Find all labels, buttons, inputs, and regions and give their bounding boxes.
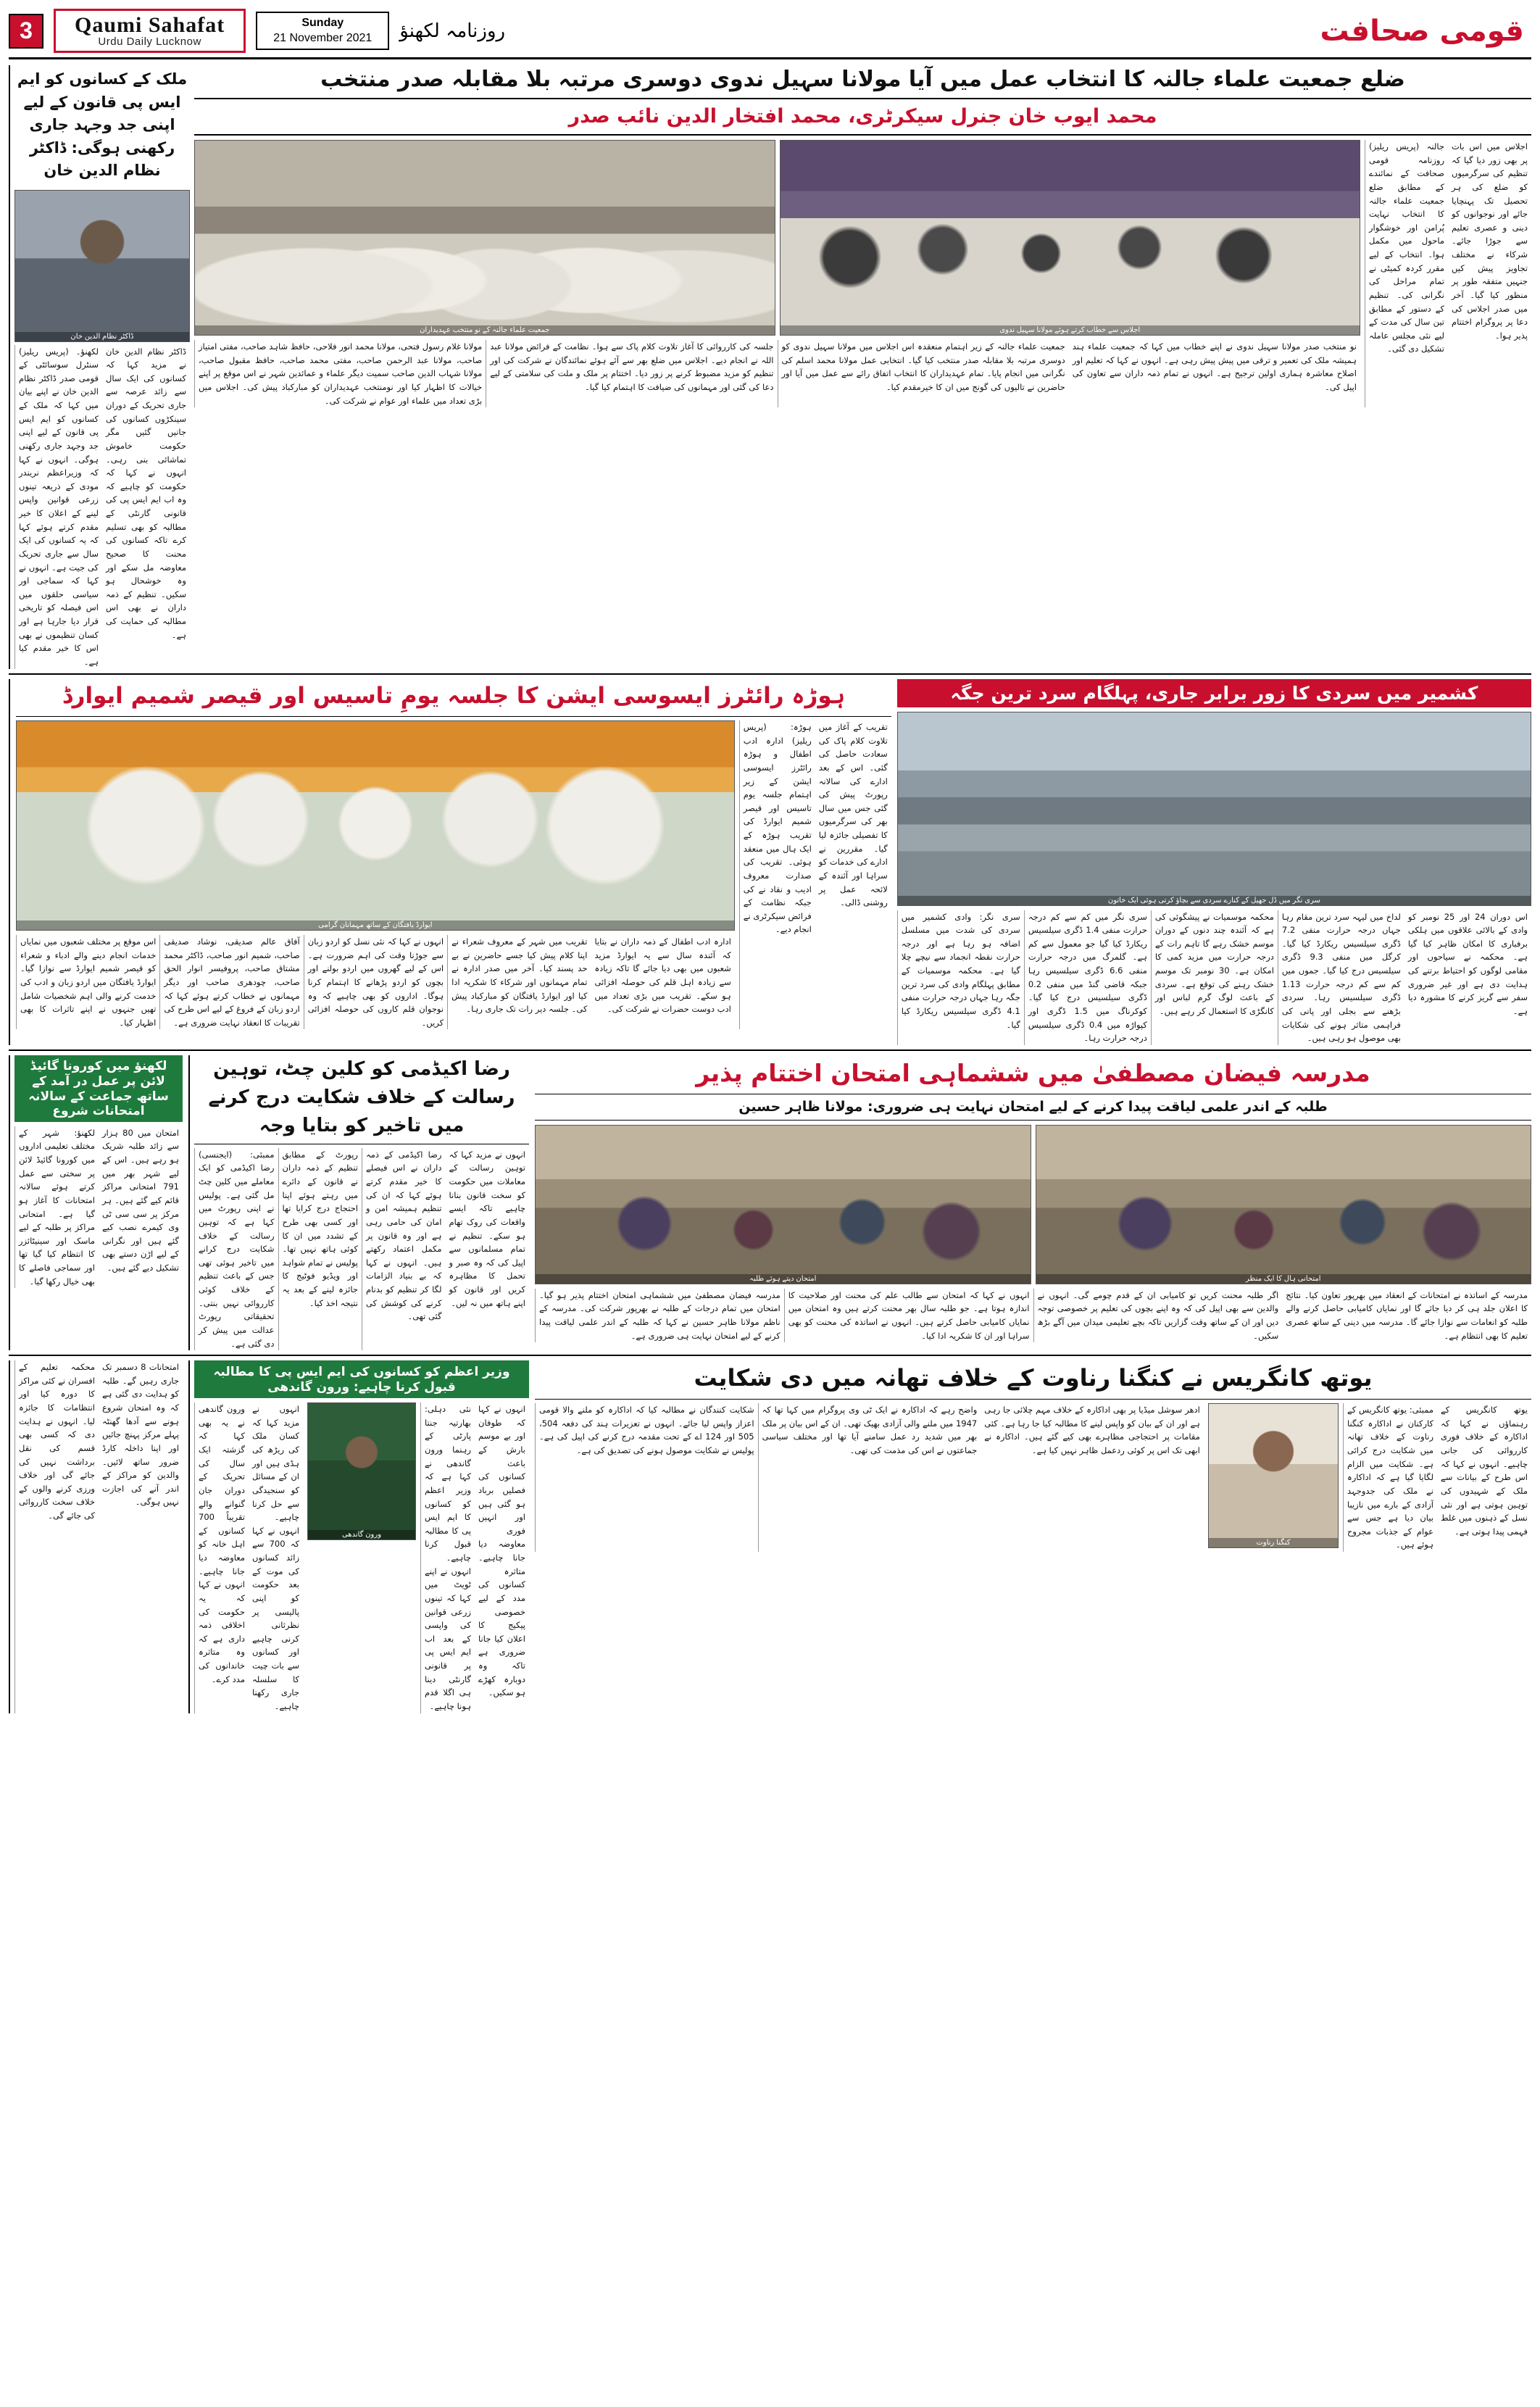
awards-col-3: اس موقع پر مختلف شعبوں میں نمایاں خدمات انجام دینے والے ادباء و شعراء کو قیصر شمیم ایوارڈ سے نوازا گیا۔ ایوارڈ یافتگان میں اردو زبان و ادب کی خدمت کرنے والی اہم شخصیات شامل تھیں جنہوں نے اپنے تاثرات کا بھی اظہار کیا۔ [16,935,159,1029]
madrasa-story [535,1055,1531,1350]
varun-photo [307,1402,416,1540]
exam-col-4: امتحانات 8 دسمبر تک جاری رہیں گے۔ طلبہ کو ہدایت دی گئی ہے کہ وہ امتحان شروع ہونے سے آدھا گھنٹہ پہلے مرکز پہنچ جائیں اور اپنا داخلہ کارڈ ضرور ساتھ لائیں۔ والدین کو مراکز کے اندر آنے کی اجازت نہیں ہوگی۔ [102,1362,179,1508]
lead-photo-block [194,140,1360,407]
logo-title: Qaumi Sahafat [75,12,225,37]
youth-headline: یوتھ کانگریس نے کنگنا رناوت کے خلاف تھانہ میں دی شکایت [694,1364,1373,1392]
lower-section [9,1055,1531,1350]
varun-right-cols [420,1402,529,1713]
lead-left-col-1: لکھنؤ۔ (پریس ریلیز) سنٹرل سوسائٹی کے قومی صدر ڈاکٹر نظام الدین خان نے اپنے بیان میں کہا کہ ملک کے کسانوں کو ایم ایس پی قانون کے لیے اپنی جد وجہد جاری رکھنی ہوگی۔ انہوں نے کہا کہ وزیراعظم نریندر مودی کے ذریعہ تینوں زرعی قوانین واپس لینے کے اعلان کا خیر مقدم کرتے ہوئے کہا کہ یہ کسانوں کی ایک سال سے جاری تحریک کی جیت ہے۔ انہوں نے کہا کہ سماجی اور سیاسی حلقوں میں اس فیصلہ کو تاریخی قرار دیا جارہا ہے اور کسان تنظیموں نے بھی اس کا خیر مقدم کیا ہے۔ [14,345,102,669]
newspaper-logo [54,9,246,53]
masthead-urdu-title: قومی صحافت [1320,14,1524,48]
masthead [9,7,1531,59]
exam-continued [9,1360,183,1713]
kashmir-col-4: لداخ میں لیہہ سرد ترین مقام رہا جہاں درجہ حرارت منفی 7.2 ڈگری سیلسیس ریکارڈ کیا گیا۔ کرگل میں منفی 9.3 ڈگری سیلسیس درج کیا گیا۔ جموں میں کم سے کم درجہ حرارت 1.13 ڈگری سیلسیس رہا۔ سردی بڑھنے سے بجلی اور پانی کی فراہمی متاثر ہونے کی شکایات بھی موصول ہو رہی ہیں۔ [1278,910,1404,1045]
raza-story [188,1055,529,1350]
masthead-urdu-subtitle: روزنامہ لکھنؤ [399,20,506,42]
kashmir-story [897,679,1531,1045]
varun-story [188,1360,529,1713]
varun-col-1: نئی دہلی: بھارتیہ جنتا پارٹی کے رہنما ورون گاندھی نے کہا ہے کہ وزیر اعظم کو کسانوں کا ایم ایس پی کا مطالبہ قبول کرنا چاہیے۔ انہوں نے اپنے ٹویٹ میں کہا کہ تینوں زرعی قوانین کی واپسی کے بعد اب ایم ایس پی پر قانونی گارنٹی دینا ہی اگلا قدم ہونا چاہیے۔ [420,1402,475,1713]
lead-photo-2 [780,140,1361,336]
lead-photo-1 [194,140,775,336]
photo-caption: اجلاس سے خطاب کرتے ہوئے مولانا سہیل ندوی [781,325,1360,335]
exam-col-1: لکھنؤ: شہر کے مختلف تعلیمی اداروں میں کورونا گائیڈ لائن پر سختی سے عمل کرتے ہوئے سالانہ امتحانات کا آغاز ہو گیا ہے۔ امتحانی مراکز پر طلبہ کے لیے ماسک اور سینیٹائزر کا انتظام کیا گیا تھا اور سماجی فاصلے کا بھی خیال رکھا گیا۔ [14,1126,99,1289]
exam-story [9,1055,183,1350]
madrasa-col-1: مدرسہ فیضان مصطفیٰ میں ششماہی امتحان اختتام پذیر ہو گیا۔ امتحان میں تمام درجات کے طلبہ نے بھرپور شرکت کی۔ مدرسہ کے ناظم مولانا ظاہر حسین نے کہا کہ طلبہ کے اندر علمی لیاقت پیدا کرنے کے لیے امتحان نہایت ہی ضروری ہے۔ [535,1289,784,1343]
bottom-section [9,1360,1531,1713]
photo-caption: ایوارڈ یافتگان کے ساتھ مہمانان گرامی [17,920,734,930]
masthead-left [9,9,505,53]
awards-left-cols [739,720,891,1029]
photo-caption: امتحانی ہال کا ایک منظر [1036,1274,1531,1284]
kashmir-col-3: محکمہ موسمیات نے پیشگوئی کی ہے کہ آئندہ چند دنوں کے دوران موسم خشک رہے گا تاہم رات کے درجہ حرارت میں مزید کمی کا امکان ہے۔ 30 نومبر تک موسم خشک رہنے کی توقع ہے۔ سردی کے باعث لوگ گرم لباس اور کانگڑی کا استعمال کر رہے ہیں۔ [1151,910,1278,1045]
youth-col-5: ادھر سوشل میڈیا پر بھی اداکارہ کے خلاف مہم چلائی جا رہی ہے اور ان کے بیان کو واپس لینے کا مطالبہ کیا جا رہا ہے۔ کئی مقامات پر احتجاجی مظاہرے بھی کیے گئے ہیں۔ اداکارہ نے ابھی تک اس پر کوئی ردعمل ظاہر نہیں کیا ہے۔ [984,1405,1200,1455]
awards-col-2: تقریب کے آغاز میں تلاوت کلام پاک کی سعادت حاصل کی گئی۔ اس کے بعد ادارے کی سالانہ رپورٹ پیش کی گئی جس میں سال بھر کی سرگرمیوں کا تفصیلی جائزہ لیا گیا۔ مقررین نے ادارے کی خدمات کو سراہا اور آئندہ کے لائحہ عمل پر روشنی ڈالی۔ [818,722,888,908]
awards-col-4: آفاق عالم صدیقی، نوشاد صدیقی صاحب، شمیم انور صاحب، ڈاکٹر محمد مشتاق صاحب، پروفیسر انوار الحق صاحب، چودھری صاحب اور دیگر مہمانوں نے خطاب کرتے ہوئے کہا کہ اردو زبان کے فروغ کے لیے اس طرح کی تقریبات کا انعقاد نہایت ضروری ہے۔ [159,935,303,1029]
youth-right-cols [535,1403,1204,1552]
raza-col-3: رضا اکیڈمی کے ذمہ داران نے اس فیصلے کا خیر مقدم کرتے ہوئے کہا کہ ان کی تنظیم ہمیشہ امن و امان کی حامی رہی ہے اور وہ قانون پر مکمل اعتماد رکھتے ہیں۔ انہوں نے کہا کہ بے بنیاد الزامات لگا کر تنظیم کو بدنام کرنے کی کوشش کی گئی تھی۔ [362,1148,446,1350]
photo-caption: ڈاکٹر نظام الدین خان [15,332,189,341]
photo-caption: امتحان دیتے ہوئے طلبہ [536,1274,1031,1284]
youth-left-cols [1343,1403,1531,1552]
awards-col-1: ہوڑہ: (پریس ریلیز) ادارہ ادب اطفال و ہوڑہ رائٹرز ایسوسی ایشن کے زیر اہتمام جلسہ یوم تاسیس اور قیصر شمیم ایوارڈ کی تقریب ہوڑہ کے ایک ہال میں منعقد ہوئی۔ تقریب کی صدارت معروف ادیب و نقاد نے کی جبکہ نظامت کے فرائض سیکرٹری نے انجام دیے۔ [739,720,815,1029]
raza-col-2: رپورٹ کے مطابق تنظیم کے ذمہ داران نے قانون کے دائرے میں رہتے ہوئے اپنا احتجاج درج کرایا تھا اور کسی بھی طرح کے تشدد میں ان کا کوئی ہاتھ نہیں تھا۔ پولیس نے تمام شواہد اور ویڈیو فوٹیج کا جائزہ لینے کے بعد یہ نتیجہ اخذ کیا۔ [278,1148,362,1350]
madrasa-headline: مدرسہ فیضان مصطفیٰ میں ششماہی امتحان اختتام پذیر [696,1058,1370,1087]
varun-left-cols [194,1402,303,1713]
exam-col-3: محکمہ تعلیم کے افسران نے کئی مراکز کا دورہ کیا اور انتظامات کا جائزہ لیا۔ انہوں نے ہدایت دی کہ کسی بھی قسم کی نقل برداشت نہیں کی جائے گی اور خلاف ورزی کرنے والوں کے خلاف سخت کارروائی کی جائے گی۔ [14,1360,99,1713]
kashmir-col-1: سری نگر: وادی کشمیر میں سردی کی شدت میں مسلسل اضافہ ہو رہا ہے اور درجہ حرارت نقطہ انجماد سے نیچے چلا گیا ہے۔ محکمہ موسمیات کے مطابق پہلگام وادی کی سرد ترین جگہ رہا جہاں درجہ حرارت منفی 4.1 ڈگری سیلسیس ریکارڈ کیا گیا۔ [897,910,1024,1045]
awards-col-6: تقریب میں شہر کے معروف شعراء نے اپنا کلام پیش کیا جسے حاضرین نے بے حد پسند کیا۔ آخر میں صدر ادارہ نے تمام مہمانوں اور شرکاء کا شکریہ ادا کیا اور ایوارڈ یافتگان کو مبارکباد پیش کی۔ جلسہ دیر رات تک جاری رہا۔ [447,935,591,1029]
lead-col-6: جمعیت علماء جالنہ کے زیر اہتمام منعقدہ اس اجلاس میں مولانا سہیل ندوی کو دوسری مرتبہ بلا مقابلہ صدر منتخب کیا گیا۔ انتخابی عمل مولانا محمد اسلم کی نگرانی میں انجام پایا۔ تمام عہدیداران کا انتخاب اتفاق رائے سے عمل میں آیا اور حاضرین نے تالیوں کی گونج میں ان کا خیرمقدم کیا۔ [778,340,1069,407]
divider-1 [9,673,1531,675]
lead-col-5: جلسہ کی کارروائی کا آغاز تلاوت کلام پاک سے ہوا۔ نظامت کے فرائض مولانا عبد اللہ نے انجام دیے۔ اجلاس میں ضلع بھر سے آئے ہوئے نمائندگان نے شرکت کی اور تنظیم کو مزید مضبوط کرنے پر زور دیا۔ اختتام پر ملک و ملت کی سلامتی کے لیے دعا کی گئی اور مہمانوں کی ضیافت کا اہتمام کیا گیا۔ [486,340,777,407]
kashmir-photo [897,712,1531,906]
youth-col-1: ممبئی: یوتھ کانگریس کے کارکنان نے اداکارہ کنگنا رناوت کے خلاف تھانہ میں شکایت درج کرائی ہے۔ شکایت میں الزام لگایا گیا ہے کہ اداکارہ نے ملک کی جدوجہد آزادی کے بارے میں نازیبا بیان دیا ہے جس سے عوام کے جذبات مجروح ہوئے ہیں۔ [1343,1403,1437,1552]
photo-caption: جمعیت علماء جالنہ کے نو منتخب عہدیداران [195,325,775,335]
raza-col-4: انہوں نے مزید کہا کہ توہین رسالت کے معاملات میں حکومت کو سخت قانون بنانا چاہیے تاکہ ایسے واقعات کی روک تھام ہو سکے۔ تنظیم نے تمام مسلمانوں سے اپیل کی کہ وہ صبر و تحمل کا مظاہرہ کریں اور قانون کو اپنے ہاتھ میں نہ لیں۔ [449,1149,525,1308]
youth-col-3: شکایت کنندگان نے مطالبہ کیا کہ اداکارہ کو ملنے والا قومی اعزاز واپس لیا جائے۔ انہوں نے تعزیرات ہند کی دفعہ 504، 505 اور 124 اے کے تحت مقدمہ درج کرنے کی اپیل کی ہے۔ پولیس نے شکایت موصول ہونے کی تصدیق کی ہے۔ [535,1403,758,1552]
logo-subtitle: Urdu Daily Lucknow [98,36,201,49]
madrasa-col-3: اگر طلبہ محنت کریں تو کامیابی ان کے قدم چومے گی۔ انہوں نے والدین سے بھی اپیل کی کہ وہ اپنے بچوں کی تعلیم پر خصوصی توجہ دیں اور ان کے ساتھ وقت گزاریں تاکہ بچے تعلیمی میدان میں آگے بڑھ سکیں۔ [1033,1289,1283,1343]
awards-headline: ہوڑہ رائٹرز ایسوسی ایشن کا جلسہ یومِ تاسیس اور قیصر شمیم ایوارڈ [62,682,845,709]
divider-2 [9,1049,1531,1051]
lead-subhead: محمد ایوب خان جنرل سیکرٹری، محمد افتخار الدین نائب صدر [194,98,1531,136]
lead-col-7: نو منتخب صدر مولانا سہیل ندوی نے اپنے خطاب میں کہا کہ جمعیت علماء ہند ہمیشہ ملک کی تعمیر و ترقی میں پیش پیش رہی ہے۔ انہوں نے کہا کہ تعلیم اور اصلاح معاشرہ ہماری اولین ترجیح ہے۔ انہوں نے تمام ذمہ داران سے تعاون کی اپیل کی۔ [1072,341,1357,392]
lead-right-cols [1365,140,1531,407]
youth-col-2: یوتھ کانگریس کے رہنماؤں نے کہا کہ اداکارہ کے خلاف فوری کارروائی کی جانی چاہیے۔ انہوں نے کہا کہ اس طرح کے بیانات سے ملک کے شہیدوں کی توہین ہوتی ہے اور نئی نسل کے ذہنوں میں غلط فہمی پیدا ہوتی ہے۔ [1441,1405,1528,1537]
lead-section [9,65,1531,669]
lead-left-headline: ملک کے کسانوں کو ایم ایس پی قانون کے لیے اپنی جد وجہد جاری رکھنی ہوگی: ڈاکٹر نظام الدین خان [17,70,188,179]
issue-weekday: Sunday [301,16,344,29]
lead-col-10: اجلاس میں اس بات پر بھی زور دیا گیا کہ تنظیم کی سرگرمیوں کو ضلع کی ہر تحصیل تک پہنچایا جائے اور نوجوانوں کو دینی و عصری تعلیم سے جوڑا جائے۔ شرکاء نے مختلف تجاویز پیش کیں جنہیں متفقہ طور پر منظور کیا گیا۔ آخر میں صدر اجلاس کی دعا پر پروگرام اختتام پذیر ہوا۔ [1452,141,1528,341]
madrasa-photo-2 [1036,1125,1532,1284]
varun-col-2: انہوں نے کہا کہ طوفان اور بے موسم بارش کے باعث کسانوں کی فصلیں برباد ہو گئی ہیں اور انہیں فوری معاوضہ دیا جانا چاہیے۔ متاثرہ کسانوں کی مدد کے لیے خصوصی پیکیج کا اعلان کیا جانا ضروری ہے تاکہ وہ دوبارہ کھڑے ہو سکیں۔ [478,1404,525,1698]
awards-photo [16,720,735,931]
awards-text-and-photo [16,720,735,1029]
exam-col-2: امتحان میں 80 ہزار سے زائد طلبہ شریک ہو رہے ہیں۔ اس کے لیے شہر بھر میں 791 امتحانی مراکز قائم کیے گئے ہیں۔ ہر مرکز پر سی سی ٹی وی کیمرے نصب کیے گئے ہیں اور نگرانی کے لیے اڑن دستے بھی تشکیل دیے گئے ہیں۔ [102,1127,179,1273]
varun-col-4: انہوں نے مزید کہا کہ کسان ملک کی ریڑھ کی ہڈی ہیں اور ان کے مسائل کو سنجیدگی سے حل کرنا چاہیے۔ انہوں نے کہا کہ 700 سے زائد کسانوں کی موت کے بعد حکومت کو اپنی پالیسی پر نظرثانی کرنی چاہیے اور کسانوں سے بات چیت کا سلسلہ جاری رکھنا چاہیے۔ [252,1404,300,1711]
lead-col-9: جالنہ (پریس ریلیز) روزنامہ قومی صحافت کے نمائندے کے مطابق ضلع جمعیت علماء جالنہ کا انتخاب نہایت پُرامن اور خوشگوار ماحول میں مکمل ہوا۔ انتخاب کے لیے مقرر کردہ کمیٹی نے تمام مراحل کی نگرانی کی۔ تنظیم کے دستور کے مطابق تین سال کی مدت کے لیے نئی مجلس عاملہ تشکیل دی گئی۔ [1365,140,1448,407]
lead-main [194,65,1531,669]
awards-col-7: ادارہ ادب اطفال کے ذمہ داران نے بتایا کہ آئندہ سال سے یہ ایوارڈ مزید شعبوں میں بھی دیا جائے گا تاکہ زیادہ سے زیادہ اہل قلم کی حوصلہ افزائی ہو سکے۔ تقریب میں بڑی تعداد میں ادب دوست حضرات نے شرکت کی۔ [594,936,731,1015]
varun-headline: وزیر اعظم کو کسانوں کی ایم ایس پی کا مطالبہ قبول کرنا چاہیے: ورون گاندھی [194,1360,529,1398]
photo-caption: سری نگر میں ڈل جھیل کے کنارے سردی سے بچاؤ کرتی ہوئی ایک خاتون [898,896,1531,905]
awards-col-5: انہوں نے کہا کہ نئی نسل کو اردو زبان سے جوڑنا وقت کی اہم ضرورت ہے۔ اس کے لیے گھروں میں اردو بولنے اور بچوں کو اردو پڑھانے کا اہتمام کرنا ہوگا۔ اداروں کو بھی چاہیے کہ وہ نوجوان قلم کاروں کی حوصلہ افزائی کریں۔ [304,935,447,1029]
varun-col-3: ورون گاندھی نے یہ بھی کہا کہ گزشتہ ایک سال کی تحریک کے دوران جان گنوانے والے تقریباً 700 کسانوں کے اہل خانہ کو معاوضہ دیا جانا چاہیے۔ انہوں نے کہا کہ یہ حکومت کی اخلاقی ذمہ داری ہے کہ وہ متاثرہ خاندانوں کی مدد کرے۔ [194,1402,249,1713]
page-number: 3 [9,14,43,49]
kashmir-col-5: اس دوران 24 اور 25 نومبر کو وادی کے بالائی علاقوں میں ہلکی برفباری کا امکان ظاہر کیا گیا ہے۔ محکمہ نے سیاحوں اور مقامی لوگوں کو احتیاط برتنے کی ہدایت دی ہے اور غیر ضروری سفر سے گریز کرنے کا مشورہ دیا ہے۔ [1407,911,1528,1016]
mid-section [9,679,1531,1045]
photo-caption: کنگنا رناوت [1209,1538,1338,1547]
lead-headline: ضلع جمعیت علماء جالنہ کا انتخاب عمل میں آیا مولانا سہیل ندوی دوسری مرتبہ بلا مقابلہ صدر منتخب [320,67,1405,92]
kashmir-col-2: سری نگر میں کم سے کم درجہ حرارت منفی 1.4 ڈگری سیلسیس ریکارڈ کیا گیا جو معمول سے کم ہے۔ گلمرگ میں درجہ حرارت منفی 6.6 ڈگری سیلسیس رہا جبکہ قاضی گنڈ میں منفی 0.2 ڈگری سیلسیس درج کیا گیا۔ کوکرناگ میں 1.5 ڈگری اور کپواڑہ میں 0.4 ڈگری سیلسیس درجہ حرارت رہا۔ [1024,910,1151,1045]
issue-date [256,12,389,51]
photo-caption: ورون گاندھی [308,1530,415,1539]
madrasa-col-2: انہوں نے کہا کہ امتحان سے طالب علم کی محنت اور صلاحیت کا اندازہ ہوتا ہے۔ جو طلبہ سال بھر محنت کرتے ہیں وہ امتحان میں نمایاں کامیابی حاصل کرتے ہیں۔ انہوں نے اساتذہ کی محنت کو بھی سراہا اور ان کا شکریہ ادا کیا۔ [784,1289,1033,1343]
madrasa-subhead: طلبہ کے اندر علمی لیاقت پیدا کرنے کے لیے امتحان نہایت ہی ضروری: مولانا ظاہر حسین [535,1094,1531,1121]
youth-col-4: واضح رہے کہ اداکارہ نے ایک ٹی وی پروگرام میں کہا تھا کہ 1947 میں ملنے والی آزادی بھیک تھی۔ ان کے اس بیان پر ملک بھر میں شدید رد عمل سامنے آیا تھا اور مختلف سیاسی جماعتوں نے اس کی مذمت کی تھی۔ [758,1403,981,1552]
madrasa-col-4: مدرسہ کے اساتذہ نے امتحانات کے انعقاد میں بھرپور تعاون کیا۔ نتائج کا اعلان جلد ہی کر دیا جائے گا اور نمایاں کامیابی حاصل کرنے والے طلبہ کو انعامات سے نوازا جائے گا۔ مدرسہ میں دینی کے ساتھ عصری تعلیم کا بھی انتظام ہے۔ [1286,1289,1528,1341]
lead-left-col-2: ڈاکٹر نظام الدین خان نے مزید کہا کہ کسانوں کی ایک سال سے زائد عرصہ سے جاری تحریک کے دوران سینکڑوں کسانوں کی جانیں گئیں مگر حکومت خاموش تماشائی بنی رہی۔ انہوں نے کہا کہ حکومت کو چاہیے کہ وہ اب ایم ایس پی کی قانونی گارنٹی کے مطالبہ کو بھی تسلیم کرے تاکہ کسانوں کی محنت کا صحیح معاوضہ مل سکے اور وہ خوشحال ہو سکیں۔ تنظیم کے ذمہ داران نے بھی اس مطالبہ کی حمایت کی ہے۔ [106,346,186,640]
raza-col-1: ممبئی: (ایجنسی) رضا اکیڈمی کو ایک معاملے میں کلین چٹ مل گئی ہے۔ پولیس نے اپنی رپورٹ میں کہا ہے کہ توہین رسالت کے خلاف شکایت درج کرانے میں تاخیر ہوئی تھی جس کے باعث تنظیم کے خلاف کوئی کارروائی نہیں بنتی۔ تحقیقاتی رپورٹ عدالت میں پیش کر دی گئی ہے۔ [194,1148,278,1350]
issue-date-full: 21 November 2021 [273,31,372,44]
lead-left-story [9,65,190,669]
youth-story [535,1360,1531,1713]
youth-photo [1208,1403,1339,1548]
kashmir-headline: کشمیر میں سردی کا زور برابر جاری، پہلگام سرد ترین جگہ [897,679,1531,707]
raza-headline: رضا اکیڈمی کو کلین چٹ، توہین رسالت کے خلاف شکایت درج کرنے میں تاخیر کو بتایا وجہ [208,1057,515,1136]
madrasa-photo-1 [535,1125,1031,1284]
divider-3 [9,1355,1531,1356]
portrait-photo [14,190,190,342]
exam-headline: لکھنؤ میں کورونا گائیڈ لائن پر عمل در آمد کے ساتھ جماعت کے سالانہ امتحانات شروع [14,1055,183,1122]
lead-col-4: مولانا غلام رسول فتحی، مولانا محمد انور فلاحی، حافظ شاہد صاحب، مفتی امتیاز صاحب، مولانا عبد الرحمن صاحب، مفتی محمد صاحب، حافظ مقبول صاحب، مولانا شہاب الدین صاحب سمیت دیگر علماء و عمائدین شہر نے اس موقع پر اپنے خیالات کا اظہار کیا اور نومنتخب عہدیداران کو مبارکباد پیش کی۔ اجلاس میں بڑی تعداد میں علماء اور عوام نے شرکت کی۔ [194,340,486,407]
awards-story [9,679,891,1045]
